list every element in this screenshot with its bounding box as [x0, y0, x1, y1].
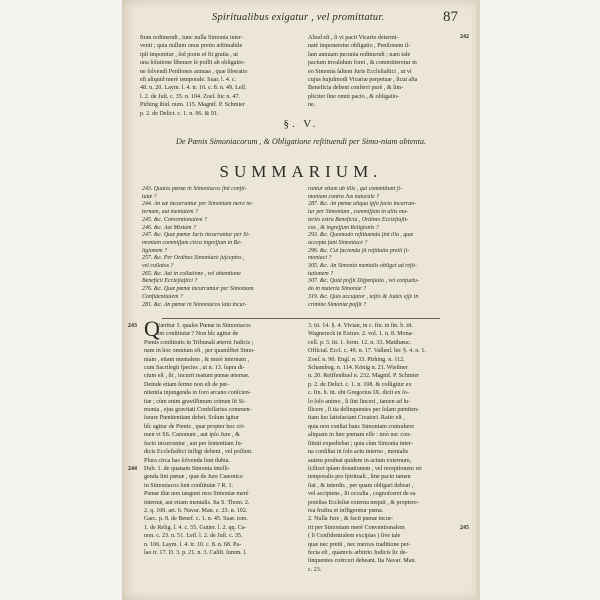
text-line: Plura circa has ſolvenda ſunt dubia.: [144, 457, 230, 464]
divider-rule: [162, 318, 440, 319]
text-line: lo ſolo animo , ſi ſint ſinceri , tamen ad ſu-: [308, 398, 411, 405]
text-line: ſint conſtitutæ ? Non hîc agitur de: [156, 331, 239, 338]
body-right-column: [308, 322, 458, 574]
text-line: ipſi imponitur , ſed ponis ei fit gratia , ut: [140, 51, 238, 58]
text-line: autem prodeat quidem in actum externum,: [308, 457, 412, 464]
text-line: lao tr. 17. D. 3. p. 21. n. 3. Caſiſt. ſumm. l.: [144, 549, 247, 556]
text-line: p. 2. de Delict. c. 1. n. 96. & 91.: [140, 110, 219, 117]
text-line: natè imponeretur obligatio , Penſionem il-: [308, 43, 411, 50]
text-line: quæ nec pretii , nec merces traditione per-: [308, 541, 411, 548]
text-line: Schambog. n. 114. König n. 21. Wieſtner: [308, 365, 408, 372]
text-line: Pœnis conſtitutis in Tribunali æterni Judicis ;: [144, 339, 254, 346]
text-line: ligionem ?: [142, 247, 168, 254]
text-line: do in materia Simoniæ ?: [308, 286, 366, 293]
text-line: crimine Simoniæ poſſit ?: [308, 301, 367, 308]
text-line: non. c. 23. n. 51. Leſſ. l. 2. de Juſt. c. 35.: [144, 533, 243, 540]
text-line: 2. q. 100. art. 6. Navar. Man. c. 23. n. 102.: [144, 507, 248, 514]
book-page: [122, 0, 480, 600]
text-line: pactum invalidum foret , & committeretur in: [308, 60, 417, 67]
text-line: Deinde etiam ſermo non eſt de pœ-: [144, 381, 229, 388]
text-line: accepta ſunt Simoniacè ?: [308, 239, 368, 246]
text-line: 246. &c. Aut Mixtam ?: [142, 224, 196, 231]
text-line: 244. An eæ incurrantur per Simoniam merè in-: [142, 201, 253, 208]
text-line: fecta eſt , quamvis arbitrio Judicis ſic de-: [308, 549, 408, 556]
text-line: 1. de Relig. l. 4. c. 55. Gutier. l. 2. qq. Ca-: [144, 524, 247, 531]
text-line: hîc agitur de Pœnis , quæ propter hoc cri-: [144, 423, 246, 430]
text-line: Pœnæ iſtæ non tangunt reos Simoniæ merè: [144, 491, 249, 498]
text-line: ſiat , & interdis , per quam obligari debeat ,: [308, 482, 414, 489]
text-line: moniaci ?: [308, 255, 332, 262]
text-line: 2. Nulla Jure , & facti pœnæ incur-: [308, 516, 393, 523]
text-line: tutæ ?: [142, 193, 157, 200]
text-line: lam annuam pecunia redimendi ; nam tale: [308, 51, 411, 58]
text-line: vel collatos ?: [142, 263, 174, 270]
running-head: Spiritualibus exigatur , vel promittatur.: [212, 12, 385, 23]
text-line: n. 20. Reiffenſtuel n. 232. Magnif. P. Schmier: [308, 373, 420, 380]
text-line: 265. &c. Aut in collatione , vel obtentione: [142, 270, 241, 277]
text-line: Official. Eccl. c. 49. n. 17. Vallenſ. hic §. 4. n. 1.: [308, 348, 426, 355]
text-line: poteſtas Eccleſiæ externa nequit , & proptere-: [308, 499, 419, 506]
margin-number-243: 243: [128, 323, 137, 329]
text-line: tiam ſuo ſatisfaciant Creatori. Ratio eſt ,: [308, 415, 405, 422]
text-line: Wagnereck in Extrav. 2. vol. 1. n. 8. Mona-: [308, 331, 414, 338]
text-line: venit ; quia nullum onus pretio æſtimabile: [140, 43, 243, 50]
text-line: 243. Quales pœnæ in Simoniacos ſint conſti-: [142, 186, 247, 192]
text-line: vel accipiens , ſit occulta , cognoſceret de ea: [308, 491, 416, 498]
text-line: eſt aliquid merè temporale. Suar. l. 4. c.: [140, 77, 237, 84]
text-line: rantur etiam ab illis , qui committunt ſi-: [308, 186, 402, 192]
text-line: cell. p. 3. tit. 1. form. 12. n. 33. Matthæuc.: [308, 339, 412, 346]
page-header: [122, 9, 480, 30]
drop-cap: Q: [144, 316, 160, 341]
summarium-heading: SUMMARIUM.: [219, 162, 383, 181]
text-line: 281. &c. An pœnæ in Simoniacos lata incur-: [142, 301, 247, 308]
text-line: nam in hoc omnium eſt , per quamlibet Simo-: [144, 348, 256, 355]
text-line: Pirhing ibid. num. 115. Magnif. P. Schmier: [140, 102, 245, 109]
text-line: Zoeſ. n. 90. Engl. n. 33. Pirhing. n. 112.: [308, 356, 405, 363]
text-line: facto incurruntur , aut per ſententiam Ju-: [144, 440, 243, 447]
section-title: De Pœnis Simoniacorum , & Obligatione reſtituendi per Simo-niam obtenta.: [175, 137, 427, 146]
margin-number-242: 242: [460, 34, 469, 40]
text-line: una ſolutione liberare ſe poſſit ab obligatio-: [140, 60, 245, 67]
text-line: ſurare Pœnitentiam debet. Solum igitur: [144, 415, 239, 422]
text-line: eo Simonia ſaltem Juris Eccleſiaſtici , ut vi: [308, 68, 412, 75]
text-line: ftum redimendi , tunc nulla Simonia inter-: [140, 35, 243, 41]
text-line: c. fin. h. tit. ubi Gregorius IX. dicit ex ſo-: [308, 390, 409, 397]
text-line: cujus hujuſmodi Vicariæ perpetuæ , ſicut alia: [308, 77, 418, 84]
text-line: cum Sacrilegii ſpecies , ut n. 13. ſupra di-: [144, 365, 245, 372]
text-line: linquentes coërceri debeant. Ita Navar. Man.: [308, 558, 416, 565]
text-line: moniam contra Jus naturale ?: [308, 193, 380, 200]
text-line: ſſicere , ſi ita delinquentes per ſolam pœniten-: [308, 407, 420, 414]
text-line: 245. &c. Conventionalem ?: [142, 216, 207, 223]
text-line: 257. &c. Per Ordines Simoniacè ſuſceptos ,: [142, 255, 245, 262]
text-line: Aliud eſt , ſi vi pacti Vicario determi-: [308, 35, 399, 41]
text-line: 276. &c. Quæ pœnæ incurrantur per Simoniam: [142, 286, 254, 293]
text-line: tur per Simoniam , commiſſam in aliis ma-: [308, 209, 409, 216]
text-line: genda ſint pœnæ , quæ de Jure Canonico: [144, 474, 243, 481]
text-line: nitentia injungenda in foro arcano conſcien-: [144, 390, 251, 397]
text-line: ( ſi Confidentialem excipias ) ſive tale: [308, 533, 401, 540]
text-line: na conſiſtat in ſolo actu interno , mentalis: [308, 449, 409, 456]
text-line: rit per Simoniam merè Conventionalem: [308, 524, 405, 531]
text-line: 3. tit. 14. §. 4. Vivian, in c. fin. in ſin. b. tit.: [308, 323, 413, 329]
text-line: niam , etiam mentalem , & merè internam ,: [144, 356, 250, 363]
text-line: ne ſolvendi Penſiones annuas , quæ liberatio: [140, 68, 248, 75]
top-left-column: [140, 34, 292, 118]
text-line: ſcilicet ipſam donationem , vel receptionem rei: [308, 465, 422, 472]
text-line: temporalis pro ſpirituali , ſine pacto tamen: [308, 474, 411, 481]
text-line: ternam, aut mentalem ?: [142, 209, 198, 216]
text-line: dicis Eccleſiaſtici infligi debent , vel poſſunt.: [144, 449, 253, 456]
text-line: 296. &c. Cui facienda ſit reſtitutio pretii ſi-: [308, 247, 410, 254]
text-line: 48. n. 20. Laym. l. 4. tr. 10. c. 8. n. 49. Leſſ.: [140, 85, 247, 92]
text-line: moniam commiſſam circa ingreſſum in Re-: [142, 239, 242, 246]
text-line: 319. &c. Quis accuſator , teſtis & Judex eſſe in: [308, 293, 419, 300]
section-mark: §. V.: [283, 118, 319, 130]
text-line: ctum eſt , ſit , incurri reatum pœnæ æternæ.: [144, 373, 250, 380]
body-left-column: [144, 322, 294, 557]
text-line: 247. &c. Quæ pœnæ Juris incurrantur per Si-: [142, 232, 250, 239]
text-line: l. 2. de Juſt. c. 35. n. 104. Zoeſ. hic n. 47.: [140, 93, 241, 100]
text-line: Beneficii Eccleſiaſtici ?: [142, 278, 198, 285]
text-line: Beneficia debent conferri purè , & ſim-: [308, 85, 404, 92]
text-line: rea fruſtra et infligeretur pœna.: [308, 507, 384, 514]
text-line: Dub. 1. de quanam Simonia intelli-: [144, 465, 230, 472]
text-line: cos , & ingreſſum Religionis ?: [308, 224, 379, 231]
text-line: tutionem ?: [308, 270, 334, 277]
text-line: c. 23.: [308, 566, 322, 573]
top-right-column: [308, 34, 458, 110]
text-line: teriis extra Beneficia , Ordines Eccleſiaſti-: [308, 216, 409, 223]
text-line: men vi SS. Canonum , aut ipſo Jure , &: [144, 432, 240, 439]
margin-number-244: 244: [128, 466, 137, 472]
text-line: 307. &c. Quid poſſit Diſpenſatio , vel conſuetu-: [308, 278, 419, 285]
page-number: 87: [443, 9, 458, 25]
text-line: quia non conſtat hanc Simoniam contrahere: [308, 423, 415, 430]
text-line: internæ, aut etiam mentalis. Ita S. Thom. 2.: [144, 499, 250, 506]
text-line: Garc. p. 8. de Benef. c. 1. n. 45. Suar. tom.: [144, 516, 248, 523]
text-line: pliciter ſine omni pacto , & obligatio-: [308, 93, 400, 100]
text-line: ſtituti expediebat ; quia cùm Simonia inter-: [308, 440, 413, 447]
text-line: aliquam in ſure pœnam eſſe : imò nec con-: [308, 432, 412, 439]
text-line: 305. &c. An Simonia mentalis obliget ad reſti-: [308, 263, 417, 270]
text-line: in Simoniacos ſunt conſtitutæ ? R. 1.: [144, 482, 234, 489]
text-line: monia , ejus gravitati Confeſſarius commen-: [144, 407, 252, 414]
text-line: ne.: [308, 102, 316, 109]
text-line: Confidentialem ?: [142, 293, 183, 300]
text-line: n. 106. Laym. l. 4. tr. 10. c. 8. n. 68. Pa-: [144, 541, 242, 548]
text-line: 293. &c. Quomodo reſtituenda ſint illa , quæ: [308, 232, 414, 239]
summary-right-column: [308, 186, 460, 309]
text-line: 287. &c. An pœnæ aliqua ipſo facto incurran-: [308, 201, 417, 208]
summary-left-column: [142, 186, 292, 309]
margin-number-245: 245: [460, 525, 469, 531]
text-line: p. 2. de Delict. c. 1. n. 108. & colligitur ex: [308, 381, 412, 388]
text-line: Uæritur 1. quales Pœnæ in Simoniacos: [156, 323, 251, 329]
text-line: tiæ ; cùm enim graviſſimum crimen ſit Si-: [144, 398, 246, 405]
